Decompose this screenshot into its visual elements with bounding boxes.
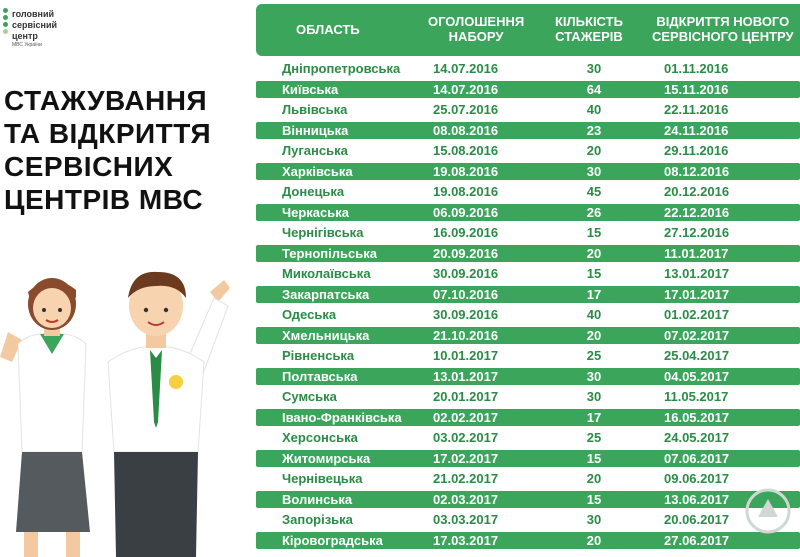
- cell-region: Сумська: [282, 389, 337, 404]
- table-row: [256, 286, 800, 303]
- cell-open: 11.05.2017: [664, 389, 729, 404]
- cell-open: 27.12.2016: [664, 225, 730, 240]
- cell-region: Львівська: [282, 102, 348, 117]
- table-row: [256, 429, 800, 446]
- cell-open: 01.02.2017: [664, 307, 730, 322]
- cell-region: Івано-Франківська: [282, 409, 402, 425]
- cell-region: Житомирська: [282, 450, 371, 466]
- cell-count: 23: [586, 122, 602, 138]
- table-row: [256, 183, 800, 200]
- cell-region: Херсонська: [282, 430, 358, 445]
- table-row: [256, 101, 800, 118]
- cell-count: 26: [586, 204, 602, 220]
- cell-region: Хмельницька: [282, 327, 370, 343]
- table-row: [256, 511, 800, 528]
- service-center-logo: [3, 6, 83, 62]
- cell-announce: 20.09.2016: [433, 245, 499, 261]
- cell-count: 30: [586, 512, 602, 527]
- cell-announce: 07.10.2016: [433, 286, 499, 302]
- header-open: [652, 14, 794, 44]
- header-announce-line: НАБОРУ: [448, 29, 504, 44]
- cell-count: 30: [586, 368, 602, 384]
- woman-figure: [0, 278, 90, 557]
- logo-line: центр: [12, 31, 38, 41]
- cell-announce: 02.03.2017: [433, 491, 499, 507]
- watermark-icon: [744, 487, 792, 535]
- cell-open: 25.04.2017: [664, 348, 730, 363]
- table-row: [256, 450, 800, 467]
- cell-announce: 16.09.2016: [433, 225, 499, 240]
- header-announce: [428, 14, 524, 44]
- cell-count: 25: [586, 348, 602, 363]
- cell-open: 20.06.2017: [664, 512, 730, 527]
- cell-region: Черкаська: [282, 204, 349, 220]
- cell-open: 07.06.2017: [664, 450, 730, 466]
- cell-announce: 20.01.2017: [433, 389, 499, 404]
- cell-announce: 03.02.2017: [433, 430, 499, 445]
- cell-region: Миколаївська: [282, 266, 371, 281]
- table-row: [256, 470, 800, 487]
- cell-open: 11.01.2017: [664, 245, 729, 261]
- cell-region: Чернівецька: [282, 471, 363, 486]
- cell-open: 29.11.2016: [664, 143, 729, 158]
- cell-announce: 14.07.2016: [433, 81, 499, 97]
- cell-announce: 19.08.2016: [433, 163, 499, 179]
- header-open-line: ВІДКРИТТЯ НОВОГО: [656, 14, 790, 29]
- cell-open: 09.06.2017: [664, 471, 730, 486]
- cell-region: Тернопільська: [282, 245, 377, 261]
- cell-announce: 17.02.2017: [433, 450, 499, 466]
- cell-count: 20: [586, 327, 602, 343]
- cell-open: 24.11.2016: [664, 122, 729, 138]
- cell-count: 30: [586, 389, 602, 404]
- man-figure: [108, 272, 230, 557]
- cell-count: 25: [586, 430, 602, 445]
- table-row: [256, 368, 800, 385]
- table-row: [256, 81, 800, 98]
- cell-open: 24.05.2017: [664, 430, 730, 445]
- cell-count: 15: [586, 266, 602, 281]
- cell-region: Полтавська: [282, 368, 358, 384]
- cell-announce: 03.03.2017: [433, 512, 499, 527]
- cell-count: 17: [586, 409, 602, 425]
- cell-announce: 13.01.2017: [433, 368, 499, 384]
- cell-count: 15: [586, 491, 602, 507]
- table-row: [256, 163, 800, 180]
- cell-region: Волинська: [282, 491, 353, 507]
- logo-dots-icon: [3, 8, 11, 38]
- table-row: [256, 388, 800, 405]
- cell-count: 15: [586, 225, 602, 240]
- page-headline: [4, 84, 244, 216]
- cell-count: 45: [586, 184, 602, 199]
- cell-region: Запорізька: [282, 512, 353, 527]
- cell-region: Чернігівська: [282, 225, 364, 240]
- cell-announce: 10.01.2017: [433, 348, 499, 363]
- cell-open: 15.11.2016: [664, 81, 729, 97]
- cell-announce: 17.03.2017: [433, 532, 499, 548]
- cell-count: 40: [586, 102, 602, 117]
- cell-announce: 25.07.2016: [433, 102, 499, 117]
- cell-region: Вінницька: [282, 122, 349, 138]
- headline-line: ТА ВІДКРИТТЯ: [4, 118, 212, 149]
- cell-region: Дніпропетровська: [282, 61, 401, 76]
- cell-open: 27.06.2017: [664, 532, 730, 548]
- headline-line: ЦЕНТРІВ МВС: [4, 184, 204, 215]
- cell-region: Київська: [282, 81, 339, 97]
- cell-open: 17.01.2017: [664, 286, 730, 302]
- table-row: [256, 122, 800, 139]
- table-row: [256, 409, 800, 426]
- logo-text: [12, 9, 57, 42]
- header-count-line: КІЛЬКІСТЬ: [555, 14, 623, 29]
- cell-announce: 06.09.2016: [433, 204, 499, 220]
- cell-count: 20: [586, 245, 602, 261]
- cell-open: 08.12.2016: [664, 163, 730, 179]
- table-row: [256, 204, 800, 221]
- header-count-line: СТАЖЕРІВ: [555, 29, 623, 44]
- cell-count: 64: [586, 81, 602, 97]
- cell-open: 01.11.2016: [664, 61, 729, 76]
- cell-announce: 02.02.2017: [433, 409, 499, 425]
- cell-count: 30: [586, 163, 602, 179]
- cell-open: 04.05.2017: [664, 368, 730, 384]
- header-announce-line: ОГОЛОШЕННЯ: [428, 14, 525, 29]
- table-header: [256, 4, 800, 56]
- cell-open: 13.01.2017: [664, 266, 730, 281]
- cell-open: 22.12.2016: [664, 204, 730, 220]
- table-row: [256, 224, 800, 241]
- cell-open: 22.11.2016: [664, 102, 729, 117]
- cell-region: Закарпатська: [282, 286, 370, 302]
- header-region: ОБЛАСТЬ: [296, 22, 360, 37]
- cell-count: 20: [586, 143, 602, 158]
- cell-announce: 21.10.2016: [433, 327, 499, 343]
- cell-announce: 08.08.2016: [433, 122, 499, 138]
- cell-region: Рівненська: [282, 348, 355, 363]
- cell-announce: 30.09.2016: [433, 307, 499, 322]
- table-row: [256, 265, 800, 282]
- cell-region: Харківська: [282, 163, 353, 179]
- cell-announce: 19.08.2016: [433, 184, 499, 199]
- logo-subtitle: МВС України: [12, 42, 42, 48]
- cell-announce: 30.09.2016: [433, 266, 499, 281]
- table-row: [256, 142, 800, 159]
- cell-count: 20: [586, 471, 602, 486]
- table-row: [256, 347, 800, 364]
- table-row: [256, 327, 800, 344]
- cell-count: 15: [586, 450, 602, 466]
- table-row: [256, 245, 800, 262]
- cell-open: 16.05.2017: [664, 409, 730, 425]
- header-count: [555, 14, 623, 44]
- cell-announce: 15.08.2016: [433, 143, 499, 158]
- cell-count: 20: [586, 532, 602, 548]
- headline-line: СЕРВІСНИХ: [4, 151, 174, 182]
- cell-region: Одеська: [282, 307, 337, 322]
- cell-announce: 14.07.2016: [433, 61, 499, 76]
- cell-region: Луганська: [282, 143, 348, 158]
- people-illustration: [0, 262, 240, 557]
- cell-count: 30: [586, 61, 602, 76]
- cell-open: 13.06.2017: [664, 491, 730, 507]
- table-row: [256, 491, 800, 508]
- cell-open: 07.02.2017: [664, 327, 730, 343]
- header-open-line: СЕРВІСНОГО ЦЕНТРУ: [652, 29, 794, 44]
- table-row: [256, 60, 800, 77]
- cell-region: Кіровоградська: [282, 532, 383, 548]
- table-row: [256, 532, 800, 549]
- cell-count: 40: [586, 307, 602, 322]
- cell-count: 17: [586, 286, 602, 302]
- cell-region: Донецька: [282, 184, 345, 199]
- logo-line: сервісний: [12, 20, 58, 30]
- logo-line: головний: [12, 9, 55, 19]
- headline-line: СТАЖУВАННЯ: [4, 85, 208, 116]
- cell-announce: 21.02.2017: [433, 471, 499, 486]
- table-row: [256, 306, 800, 323]
- cell-open: 20.12.2016: [664, 184, 730, 199]
